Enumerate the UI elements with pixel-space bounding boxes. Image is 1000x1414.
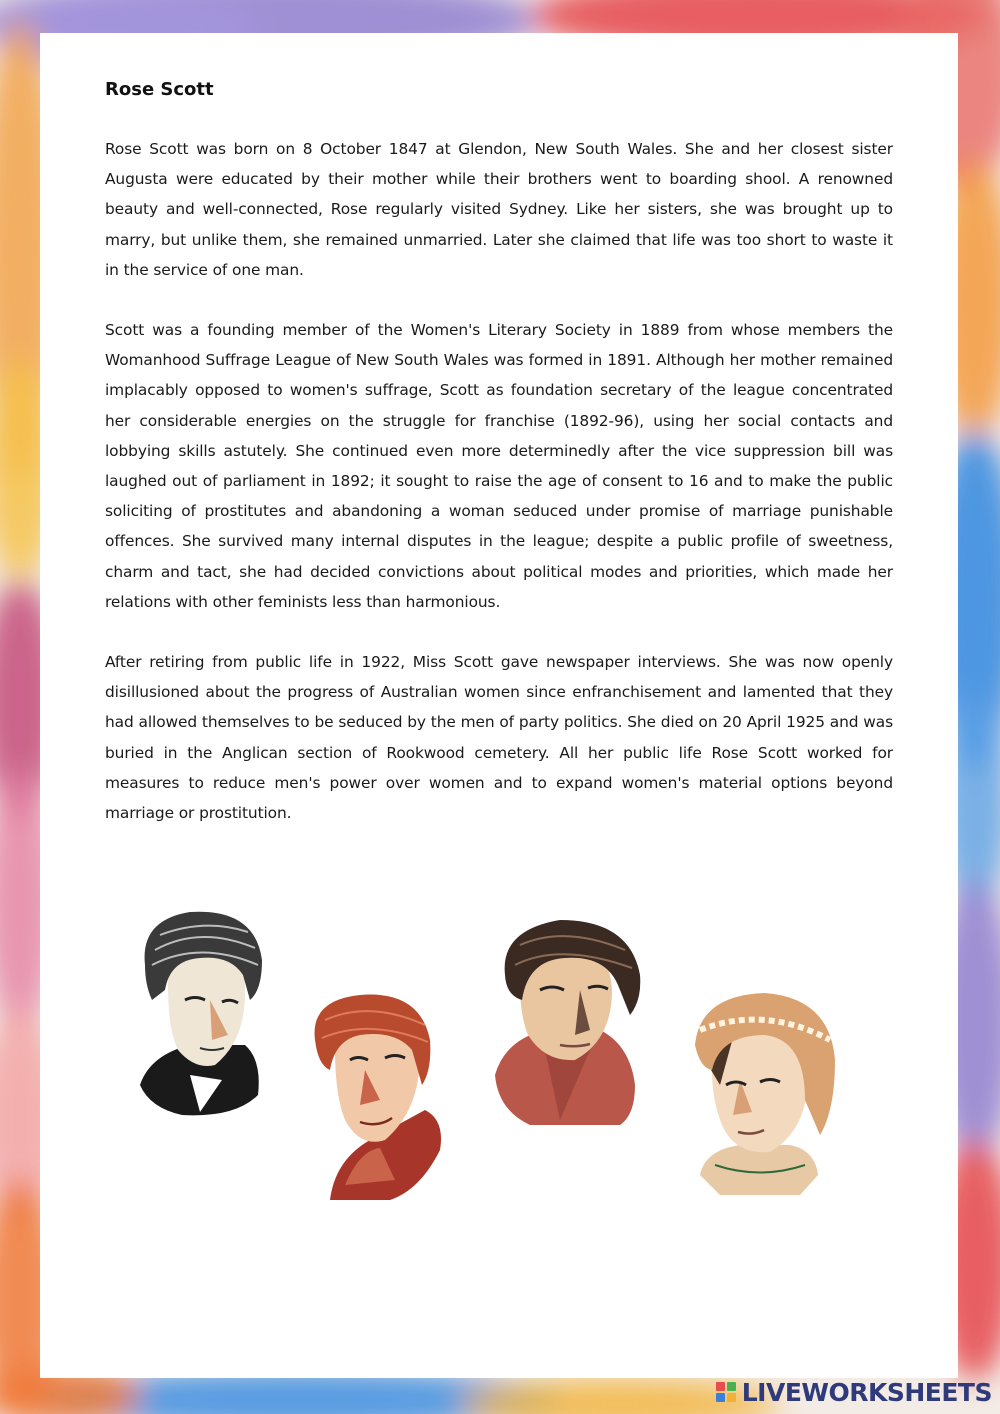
document-title: Rose Scott [105, 79, 214, 100]
brand-logo-icon [716, 1382, 736, 1402]
document-body [105, 78, 893, 858]
paragraph-3: After retiring from public life in 1922, Miss Scott gave newspaper interviews. She was now openly disillusioned about the progress of Australian women since enfranchisement and lamented that they had allowed themselves to be seduced by the men of party politics. She died on 20 April 1925 and was buried in the Anglican section of Rookwood cemetery. All her public life Rose Scott worked for measures to reduce men's power over women and to expand women's material options beyond marriage or prostitution. [105, 653, 893, 823]
paragraph-1: Rose Scott was born on 8 October 1847 at Glendon, New South Wales. She and her closest sister Augusta were educated by their mother while their brothers went to boarding shool. A renowned beauty and well-connected, Rose regularly visited Sydney. Like her sisters, she was brought up to marry, but unlike them, she remained unmarried. Later she claimed that life was too short to waste it in the service of one man. [105, 140, 893, 279]
brand-name: LIVEWORKSHEETS [741, 1377, 992, 1407]
paragraph-2: Scott was a founding member of the Women's Literary Society in 1889 from whose members the Womanhood Suffrage League of New South Wales was formed in 1891. Although her mother remained implacably opposed to women's suffrage, Scott as foundation secretary of the league concentrated her considerable energies on the struggle for franchise (1892-96), using her social contacts and lobbying skills astutely. She continued even more determinedly after the vice suppression bill was laughed out of parliament in 1892; it sought to raise the age of consent to 16 and to make the public soliciting of prostitutes and abandoning a woman seduced under promise of marriage punishable offences. She survived many internal disputes in the league; despite a public profile of sweetness, charm and tact, she had decided convictions about political modes and priorities, which made her relations with other feminists less than harmonious. [105, 321, 893, 611]
liveworksheets-logo [716, 1376, 992, 1408]
